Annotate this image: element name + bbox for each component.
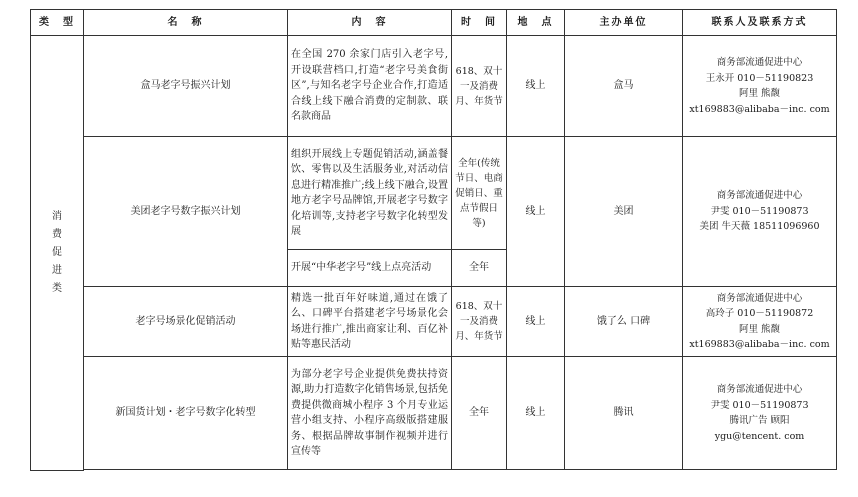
table-row xyxy=(31,137,837,250)
activity-name: 老字号场景化促销活动 xyxy=(84,287,288,357)
header-contact: 联系人及联系方式 xyxy=(683,10,837,36)
category-cell: 消 费 促 进 类 xyxy=(31,36,84,471)
activity-contact: 商务部流通促进中心 尹雯 010－51190873 腾讯广告 顾阳 ygu@tencent. com xyxy=(683,357,837,470)
activity-contact: 商务部流通促进中心 高玲子 010－51190872 阿里 熊馥 xt169883@alibaba－inc. com xyxy=(683,287,837,357)
header-organizer: 主办单位 xyxy=(565,10,683,36)
activity-content: 组织开展线上专题促销活动,涵盖餐饮、零售以及生活服务业,对活动信息进行精准推广;线上线下融合,设置地方老字号品牌馆,开展老字号数字化培训等,支持老字号数字化转型发展 xyxy=(288,137,452,250)
activity-place: 线上 xyxy=(507,287,565,357)
header-row xyxy=(31,10,837,36)
activity-name: 盒马老字号振兴计划 xyxy=(84,36,288,137)
activity-time: 全年 xyxy=(452,250,507,287)
activity-content: 开展“中华老字号”线上点亮活动 xyxy=(288,250,452,287)
activity-place: 线上 xyxy=(507,357,565,470)
activity-organizer: 盒马 xyxy=(565,36,683,137)
activities-table xyxy=(30,9,837,471)
activity-content: 为部分老字号企业提供免费扶持资源,助力打造数字化销售场景,包括免费提供微商城小程序 3 个月专业运营小组支持、小程序高级版搭建服务、根据品牌故事制作视频并进行宣传等 xyxy=(288,357,452,470)
table-row xyxy=(31,357,837,470)
activity-organizer: 美团 xyxy=(565,137,683,287)
activity-contact: 商务部流通促进中心 王永开 010－51190823 阿里 熊馥 xt169883@alibaba－inc. com xyxy=(683,36,837,137)
header-name: 名 称 xyxy=(84,10,288,36)
activity-time: 618、双十一及消费月、年货节 xyxy=(452,36,507,137)
activity-name: 美团老字号数字振兴计划 xyxy=(84,137,288,287)
activity-content: 在全国 270 余家门店引入老字号,开设联营档口,打造“老字号美食街区”,与知名老字号企业合作,打造适合线上线下融合消费的定制款、联名款商品 xyxy=(288,36,452,137)
table-row xyxy=(31,36,837,137)
activity-time: 618、双十一及消费月、年货节 xyxy=(452,287,507,357)
header-time: 时 间 xyxy=(452,10,507,36)
table-row xyxy=(31,287,837,357)
header-content: 内 容 xyxy=(288,10,452,36)
header-type: 类 型 xyxy=(31,10,84,36)
activity-name: 新国货计划・老字号数字化转型 xyxy=(84,357,288,470)
activity-place: 线上 xyxy=(507,137,565,287)
activity-organizer: 饿了么 口碑 xyxy=(565,287,683,357)
header-place: 地 点 xyxy=(507,10,565,36)
activity-content: 精选一批百年好味道,通过在饿了么、口碑平台搭建老字号场景化会场进行推广,推出商家让利、百亿补贴等惠民活动 xyxy=(288,287,452,357)
activity-contact: 商务部流通促进中心 尹雯 010－51190873 美团 牛天薇 18511096960 xyxy=(683,137,837,287)
activity-organizer: 腾讯 xyxy=(565,357,683,470)
activity-place: 线上 xyxy=(507,36,565,137)
activity-time: 全年(传统节日、电商促销日、重点节假日等) xyxy=(452,137,507,250)
activity-time: 全年 xyxy=(452,357,507,470)
